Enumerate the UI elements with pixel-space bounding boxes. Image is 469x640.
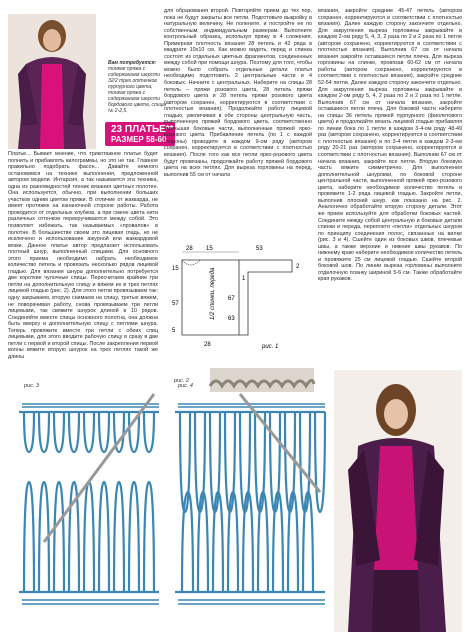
dim-right-2: 1	[242, 276, 246, 282]
dim-top-3: 53	[256, 246, 263, 252]
materials-body: тонкая пряжа с содержанием шерсти 32/2 трех оттенков пурпурного цвета, тонкая пряжа с содержанием шерсти бордового цвета, спицы № 2-2,5.	[108, 66, 167, 114]
dim-left-3: 5	[172, 328, 176, 334]
fig1-caption: рис. 1	[262, 344, 279, 350]
badge-title: 23 ПЛАТЬЕ**	[111, 124, 174, 135]
dim-top-1: 28	[186, 246, 193, 252]
dim-left-1: 15	[172, 266, 179, 272]
badge-size: РАЗМЕР 58-60	[111, 135, 167, 144]
model-photo-bottom	[334, 370, 462, 632]
sleeve-outline	[239, 260, 292, 335]
dim-top-2: 15	[206, 246, 213, 252]
materials-title: Вам потребуется:	[108, 60, 157, 66]
dim-left-2: 57	[172, 301, 179, 307]
dim-bottom: 28	[204, 342, 211, 348]
schematic-note: 1/2 спинки, переда	[210, 267, 216, 320]
dim-right-3: 63	[228, 316, 235, 322]
text-column-2: для образования второй. Повторяйте прием до тех пор, пока не будут закрыты все петли. Подготовьте выкройку в натуральную величину. Не полените, и постройте ее по собственным, индивидуальным размерам. Выполните контрольный образец, используя пряжу в 4 сложения. Примерная плотность вязания 28 петель и 42 ряда в квадрате 10х10 см. Как можно видеть, перед и спинка состоят из отдельных цветных фрагментов, соединенных между собой при помощи шнура. Поэтому для того, чтобы можно было собрать отдельные детали платья необходимо подготовить 2 центральные части и 4 боковых. Начните с центральных. Наберите на спицы 28 петель – пряжи розового цвета, 28 петель пряжи бордового цвета и 28 петель пряжи розового цвета (автором сохранен, корректируются в соответствии с плотностью вязания). Продолжайте работу лицевой гладью, увеличивая в обе стороны центральную часть, выполненную пряжей бордового цвета, соответственно уменьшая боковые части, выполненные пряжей ярко-розового цвета. Прибавление петель (по 1 с каждой стороны) проводите в каждом 9-ом ряду (автором сохранен, корректируется в соответствии с плотностью вязания). После того как все петли ярко-розового цвета будут провязаны, продолжайте работу пряжей бордового цвета на всех петлях. Для выреза горловины на перед, выполнив 55 см от начала	[164, 8, 314, 178]
dim-top-4: 2	[296, 264, 300, 270]
text-column-3: вязания, закройте средние 45-47 петель (автором сохранен, корректируются в соответствии с плотностью вязания). Далее каждую сторону закончите отдельно. Для закругления выреза горловины закрывайте в каждом 2-ом ряду 5, 4, 3, 2 раза по 2 и 2 раза по 1 петле (автором сохранено, корректируются в соответствии с плотностью вязания). Выполнив 67 см от начала вязания закройте оставшиеся петли плеча. Для выреза горловины на спинке, провязав 60-62 см от начала работы (автором сохранено, корректируются в соответствии с плотностью вязания), закройте средние 52-54 петли. Далее каждую сторону закончите отдельно. Для закругления выреза горловины закрывайте в каждом 2-ом ряду 5, 4, 2 раза по 2 и 2 раза по 1 петле. Выполнив 67 см от начала вязания, закройте оставшиеся петли плеча. Для боковой части наберите на спицы 36 петель пряжей пурпурного (фиолетового цвета) и продолжайте вязать лицевой гладью прибавляя по линии бока по 1 петле в каждом 3-4-ом ряду 48-49 раз (автором сохранено, корректируются в соответствии с плотностью вязания) и по 3-4 петли в каждом 2-3-ем ряду 20-21 раз (автором сохранено, корректируются в соответствии с плотностью вязания). Выполнив 67 см от начала вязания, закройте все петли. Вторую боковую часть вяжите симметрично. Для выполнения дополнительной шнуровки, по боковой стороне центральной части, выполненной пряжей ярко-розового цвета, наберите необходимое количество петель и провяжите 1-2 ряда лицевой гладью. Закройте петли, выполнив плоский шнур, как показано на рис. 2. Аналогично обработайте вторую сторону детали. Этот же прием используйте для обработки боковых частей. Соедините между собой центральную и боковые детали спинки и переда, переплетя «петли» отдельных шнуров по принципу соединения полос, связанных на вилке (рис. 3 и 4). Сшейте один из боковых швов, плечевые швы, а также верхние и нижние швы рукавов. По нижнему краю наберите необходимое количество петель и провяжите 25 см лицевой гладью. Сшейте второй боковой шов. По линии выреза горловины выполните отделочную планку шириной 5-6 см. Также обработайте края рукавов.	[318, 8, 464, 283]
materials-note	[108, 60, 168, 114]
model-photo-top	[8, 14, 96, 149]
fig3-caption: рис. 3	[24, 383, 39, 389]
fig4-illustration	[170, 392, 330, 628]
neckline-dashed	[182, 260, 200, 265]
fig2-caption: рис. 2	[174, 378, 189, 384]
schematic-figure	[164, 240, 314, 355]
fig3-illustration	[14, 392, 164, 628]
dim-right-1: 67	[228, 296, 235, 302]
text-column-1: Платье... Бывает мнение, что трикотажное платье будет полнить и прибавлять килограммы, но это не так. Главное правильно подобрать фасон... Давайте немного остановимся на технике выполнения, предложенной автором модели. Интарсия, а так называется эта техника, одна из разновидностей техник вязания цветных полотен. Она используется, обычно, при выполнении больших участков одним цветом пряжи. В отличие от жаккарда, не имеет протяжек на изнаночной стороне работы. Работа проводится от отдельных клубков, а при смене цвета нити различных оттенков перекручиваются между собой. Это позволяет избежать, так называемых «провалов» в полотне. В большинстве своем это лицевая гладь, но не исключено и использование ажурной или жаккардовой вязки. Данное платье автор предлагает использовать плотный шнур, выполненный спицами. Для основного этого приема необходимо набрать необходимое количество петель и провязать несколько рядов лицевой гладью. Для вязания шнура дополнительно потребуется две короткие чулочные спицы. Пересчитаем крайние три петли на дополнительную спицу и вяжем их в трех петлях лицевой гладью (рис. 2). Для этого петли провязываем так: одну закрываем, вторую снимаем на спицу, третью вяжем, не поворачивая работу, снова провязываем три петли лицевыми, так свяжите шнурок длиной в 10 рядов. Соединяйте вместе спицы основного полотна, она должна быть вверху и дополнительную спицу с петлями шнура. Теперь провяжите вместе три петли с обеих спиц лицевыми, для этого вводите рабочую спицу в сразу в две петли с первой и второй спицы. После закрепления первой волны вяжите вторую шнурок на трех петлях такой же длины	[8, 151, 160, 360]
fig4-caption: рис. 4	[178, 383, 193, 389]
